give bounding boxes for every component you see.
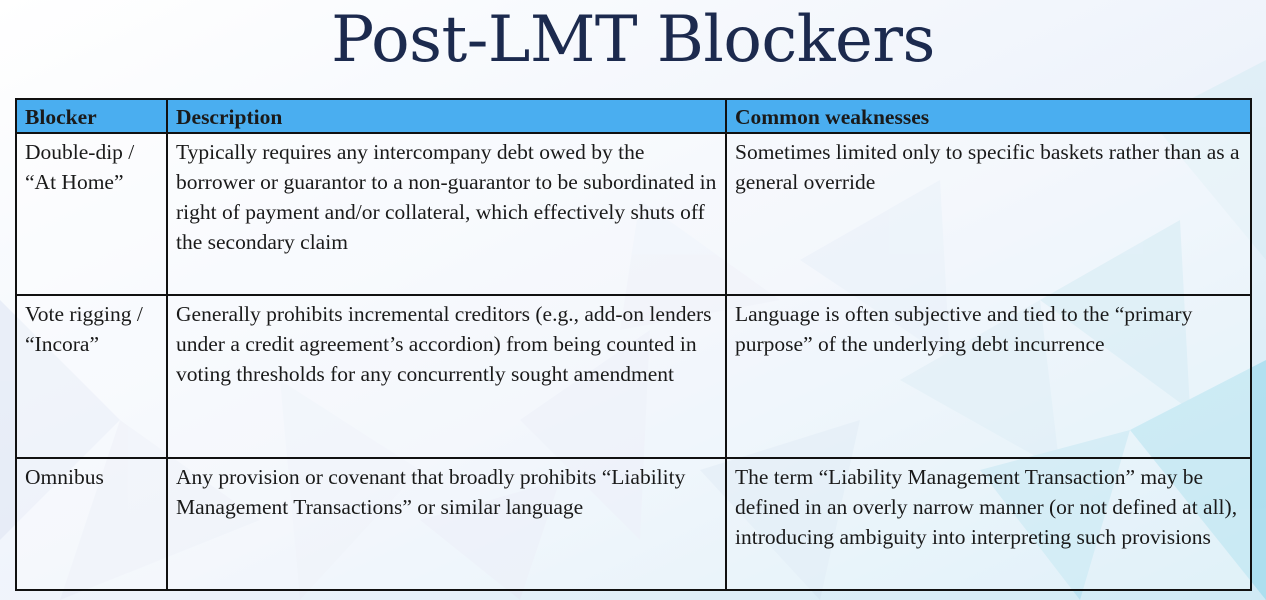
header-common-weaknesses: Common weaknesses <box>726 99 1251 133</box>
description-cell: Generally prohibits incremental creditors (e.g., add-on lenders under a credit agreement’s accordion) from being counted in voting thresholds for any concurrently sought amendment <box>167 295 726 458</box>
header-description: Description <box>167 99 726 133</box>
blocker-cell: Omnibus <box>16 458 167 590</box>
blocker-cell: Vote rigging / “Incora” <box>16 295 167 458</box>
description-cell: Typically requires any intercompany debt owed by the borrower or guarantor to a non-guarantor to be subordinated in right of payment and/or collateral, which effectively shuts off the secondary claim <box>167 133 726 295</box>
table-row <box>16 458 1251 590</box>
blocker-cell: Double-dip / “At Home” <box>16 133 167 295</box>
blockers-table <box>15 98 1252 591</box>
description-cell: Any provision or covenant that broadly prohibits “Liability Management Transactions” or similar language <box>167 458 726 590</box>
weaknesses-cell: Language is often subjective and tied to the “primary purpose” of the underlying debt incurrence <box>726 295 1251 458</box>
table-row <box>16 133 1251 295</box>
weaknesses-cell: The term “Liability Management Transaction” may be defined in an overly narrow manner (or not defined at all), introducing ambiguity into interpreting such provisions <box>726 458 1251 590</box>
header-blocker: Blocker <box>16 99 167 133</box>
slide-title: Post-LMT Blockers <box>331 3 935 77</box>
table-header-row <box>16 99 1251 133</box>
weaknesses-cell: Sometimes limited only to specific baskets rather than as a general override <box>726 133 1251 295</box>
table-row <box>16 295 1251 458</box>
